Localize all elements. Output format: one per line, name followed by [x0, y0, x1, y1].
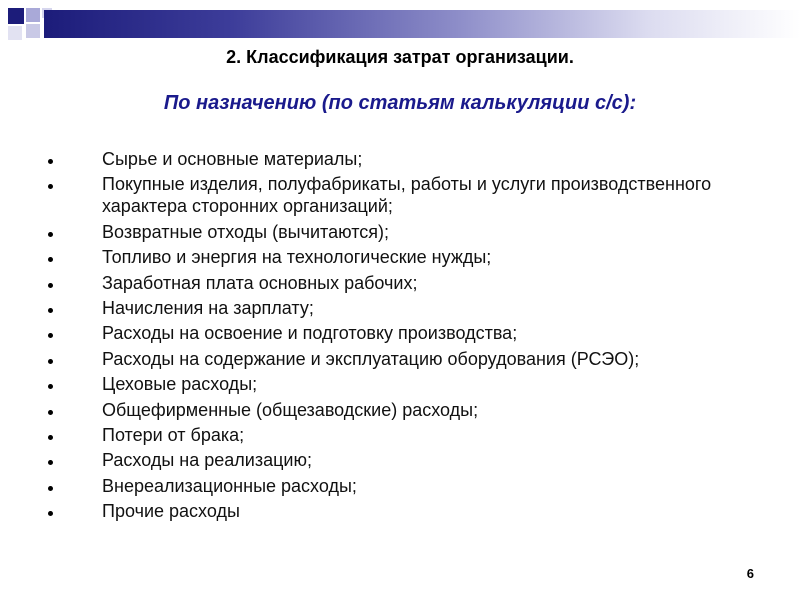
list-item-text: Расходы на содержание и эксплуатацию оборудования (РСЭО);: [102, 348, 640, 369]
list-item: [48, 297, 748, 319]
bullet-icon: [48, 359, 53, 364]
slide-heading: 2. Классификация затрат организации.: [226, 47, 574, 67]
list-item: [48, 322, 748, 344]
list-item: [48, 246, 748, 268]
list-item: [48, 148, 748, 170]
list-item-text: Потери от брака;: [102, 424, 245, 445]
list-item-text: Расходы на освоение и подготовку производства;: [102, 323, 518, 344]
list-item: [48, 173, 748, 217]
bullet-icon: [48, 232, 53, 237]
decor-square: [8, 26, 22, 40]
slide-subheading: По назначению (по статьям калькуляции с/с):: [163, 92, 637, 114]
list-item-text: Расходы на реализацию;: [102, 450, 312, 471]
page-number: 6: [746, 566, 754, 581]
header-gradient-bar: [44, 10, 800, 38]
list-item: [48, 500, 748, 522]
list-item-text: Возвратные отходы (вычитаются);: [102, 221, 389, 242]
list-item-text: Внереализационные расходы;: [102, 475, 357, 496]
decor-square: [26, 8, 40, 22]
list-item: [48, 424, 748, 446]
bullet-icon: [48, 486, 53, 491]
list-item-text: Заработная плата основных рабочих;: [102, 272, 418, 293]
list-item: [48, 373, 748, 395]
bullet-icon: [48, 435, 53, 440]
bullet-icon: [48, 410, 53, 415]
bullet-icon: [48, 460, 53, 465]
list-item-text: Сырье и основные материалы;: [102, 149, 363, 169]
bullet-icon: [48, 184, 53, 189]
decor-square: [26, 24, 40, 38]
list-item: [48, 399, 748, 421]
list-item-text: Цеховые расходы;: [102, 374, 258, 395]
bullet-icon: [48, 283, 53, 288]
bullet-icon: [48, 384, 53, 389]
list-item-text: Покупные изделия, полуфабрикаты, работы и услуги производственного характера сторонних организаций;: [102, 174, 712, 217]
list-item: [48, 272, 748, 294]
list-item: [48, 475, 748, 497]
list-item: [48, 348, 748, 370]
bullet-icon: [48, 257, 53, 262]
bullet-icon: [48, 333, 53, 338]
decor-square: [8, 8, 24, 24]
list-item-text: Начисления на зарплату;: [102, 297, 314, 318]
bullet-icon: [48, 308, 53, 313]
cost-items-list: [48, 148, 748, 525]
list-item: [48, 221, 748, 243]
bullet-icon: [48, 511, 53, 516]
list-item-text: Общефирменные (общезаводские) расходы;: [102, 399, 479, 420]
list-item-text: Топливо и энергия на технологические нужды;: [102, 247, 492, 268]
list-item: [48, 449, 748, 471]
list-item-text: Прочие расходы: [102, 501, 240, 522]
bullet-icon: [48, 159, 53, 164]
